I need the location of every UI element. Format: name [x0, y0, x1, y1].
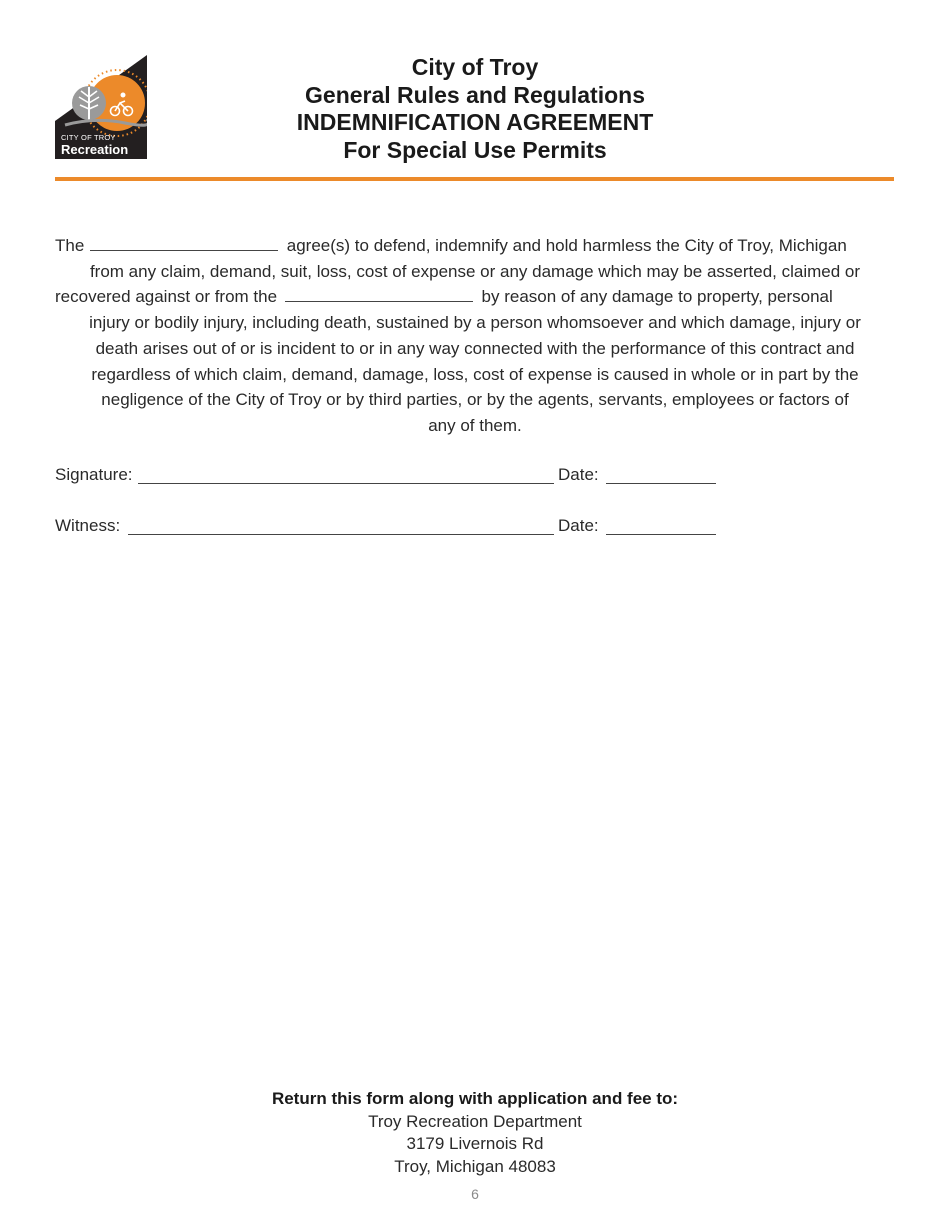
agreement-line-5: death arises out of or is incident to or in any way connected with the performance of this contract and	[95, 338, 855, 358]
city-state-zip: Troy, Michigan 48083	[394, 1156, 556, 1176]
page-number: 6	[471, 1186, 479, 1202]
agreement-line-6: regardless of which claim, demand, damage, loss, cost of expense is caused in whole or in part by the	[91, 364, 859, 384]
agreement-line-2: from any claim, demand, suit, loss, cost of expense or any damage which may be asserted, claimed or	[89, 261, 861, 281]
return-address-block	[0, 1088, 950, 1178]
logo-city-text: CITY OF TROY	[61, 133, 116, 142]
agreement-line-3-post: by reason of any damage to property, personal	[481, 287, 833, 307]
title-line-agreement: INDEMNIFICATION AGREEMENT	[296, 109, 654, 135]
logo-recreation-text: Recreation	[61, 142, 129, 157]
document-title	[200, 54, 750, 164]
agreement-paragraph	[55, 233, 895, 439]
signature-date-label: Date:	[558, 465, 599, 484]
party-name-blank[interactable]	[90, 234, 278, 251]
witness-field[interactable]	[128, 516, 554, 535]
title-line-city: City of Troy	[411, 54, 539, 80]
agreement-line-8: any of them.	[428, 415, 522, 435]
agreement-line-3	[55, 284, 895, 310]
agreement-line-3-pre: recovered against or from the	[55, 287, 278, 307]
signature-field[interactable]	[138, 465, 554, 484]
title-line-rules: General Rules and Regulations	[305, 81, 645, 108]
agreement-the-text: The	[55, 236, 85, 255]
department-name: Troy Recreation Department	[368, 1111, 582, 1131]
witness-row	[55, 516, 735, 540]
witness-date-field[interactable]	[606, 516, 716, 535]
title-line-permits: For Special Use Permits	[343, 136, 607, 163]
party-name-blank-2[interactable]	[285, 285, 473, 302]
city-of-troy-recreation-logo	[55, 55, 147, 159]
signature-date-field[interactable]	[606, 465, 716, 484]
agreement-line-1-text: agree(s) to defend, indemnify and hold harmless the City of Troy, Michigan	[286, 236, 847, 255]
agreement-line-4: injury or bodily injury, including death, sustained by a person whomsoever and which damage, injury or	[89, 313, 861, 333]
agreement-line-1	[55, 233, 895, 259]
agreement-line-7: negligence of the City of Troy or by third parties, or by the agents, servants, employees or factors of	[101, 390, 849, 410]
street-address: 3179 Livernois Rd	[406, 1134, 544, 1153]
witness-date-label: Date:	[558, 516, 599, 535]
header-divider	[55, 177, 894, 181]
return-instruction: Return this form along with application and fee to:	[271, 1089, 679, 1108]
witness-label: Witness:	[55, 516, 121, 535]
signature-label: Signature:	[55, 465, 133, 484]
signature-row	[55, 465, 735, 489]
